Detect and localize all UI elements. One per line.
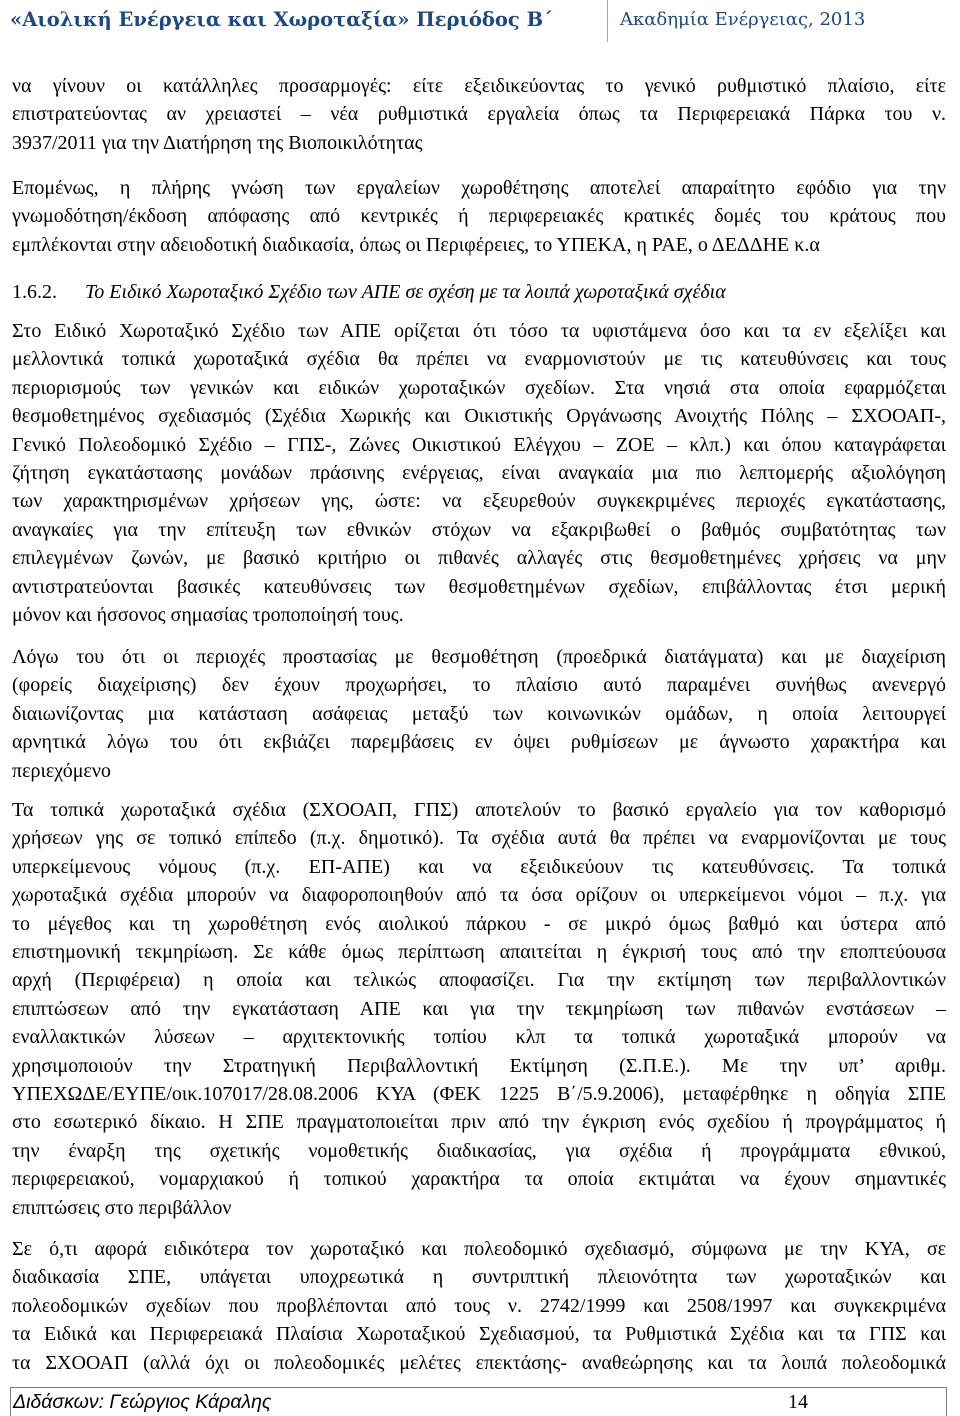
body-paragraph	[12, 1235, 946, 1377]
paragraph-line: Επομένως, η πλήρης γνώση των εργαλείων χωροθέτησης αποτελεί απαραίτητο εφόδιο για την	[12, 177, 946, 199]
paragraph-line: περιορισμούς των γενικών και ειδικών χωροταξικών σχεδίων. Στα νησιά στα οποία εφαρμόζεται	[12, 376, 946, 399]
paragraph-line: επιστημονική τεκμηρίωση. Σε κάθε όμως περίπτωση απαιτείται η έγκρισή τους από την εποπτεύουσα	[12, 941, 946, 964]
paragraph-line: εναλλακτικών λύσεων – αρχιτεκτονικής τοπίου κλπ τα τοπικά χωροταξικά μπορούν να	[12, 1026, 946, 1049]
paragraph-line: γνωμοδότηση/έκδοση απόφασης από κεντρικές ή περιφερειακές κρατικές δομές του κράτους που	[12, 205, 946, 228]
paragraph-line: αρνητικά λόγω του ότι εκβιάζει παρεμβάσεις εν όψει ρυθμίσεων με άγνωστο χαρακτήρα και	[12, 731, 946, 754]
header-academy: Ακαδημία Ενέργειας, 2013	[620, 9, 866, 30]
paragraph-line: περιφερειακού, νομαρχιακού ή τοπικού χαρακτήρα τα οποία εκτιμάται να έχουν σημαντικές	[12, 1168, 946, 1191]
paragraph-line: την έναρξη της σχετικής νομοθετικής διαδικασίας, για σχέδια ή προγράμματα εθνικού,	[12, 1139, 946, 1162]
body-paragraph	[12, 796, 946, 1222]
paragraph-line: θεσμοθετημένος σχεδιασμός (Σχέδια Χωρικής και Οικιστικής Οργάνωσης Ανοιχτής Πόλης – ΣΧΟΟΑΠ-,	[12, 405, 946, 428]
running-footer	[10, 1387, 947, 1416]
body-paragraph	[12, 174, 946, 259]
section-number: 1.6.2.	[12, 281, 57, 303]
paragraph-line: περιεχόμενο	[12, 759, 111, 782]
paragraph-line: χρησιμοποιούν την Στρατηγική Περιβαλλοντική Εκτίμηση (Σ.Π.Ε.). Με την υπ’ αριθμ.	[12, 1054, 946, 1077]
paragraph-line: εμπλέκονται στην αδειοδοτική διαδικασία, όπως οι Περιφέρειες, το ΥΠΕΚΑ, η ΡΑΕ, ο ΔΕΔΔΗΕ κ.α	[12, 233, 820, 256]
paragraph-line: Τα τοπικά χωροταξικά σχέδια (ΣΧΟΟΑΠ, ΓΠΣ) αποτελούν το βασικό εργαλείο για τον καθορισμό	[12, 799, 946, 821]
paragraph-line: να γίνουν οι κατάλληλες προσαρμογές: είτε εξειδικεύοντας το γενικό ρυθμιστικό πλαίσιο, είτε	[12, 75, 946, 97]
paragraph-line: Σε ό,τι αφορά ειδικότερα τον χωροταξικό και πολεοδομικό σχεδιασμό, σύμφωνα με την ΚΥΑ, σε	[12, 1238, 946, 1260]
section-title: Το Ειδικό Χωροταξικό Σχέδιο των ΑΠΕ σε σχέση με τα λοιπά χωροταξικά σχέδια	[85, 281, 726, 303]
paragraph-line: επιπτώσεις στο περιβάλλον	[12, 1196, 232, 1219]
paragraph-line: των χαρακτηρισμένων χρήσεων γης, ώστε: να εξευρεθούν συγκεκριμένες περιοχές εγκατάστασης,	[12, 490, 946, 513]
paragraph-line: επιστρατεύοντας αν χρειαστεί – νέα ρυθμιστικά εργαλεία όπως τα Περιφερειακά Πάρκα του ν.	[12, 103, 946, 126]
footer-page-number: 14	[788, 1391, 808, 1413]
body-paragraph	[12, 643, 946, 785]
paragraph-line: Γενικό Πολεοδομικό Σχέδιο – ΓΠΣ-, Ζώνες Οικιστικού Ελέγχου – ΖΟΕ – κλπ.) και όπου καταγράφεται	[12, 433, 946, 456]
paragraph-line: μελλοντικά τοπικά χωροταξικά σχέδια θα πρέπει να εναρμονιστούν με τις κατευθύνσεις και τους	[12, 348, 946, 371]
paragraph-line: μόνον και ήσσονος σημασίας τροποποίησή τους.	[12, 604, 404, 627]
paragraph-line: Στο Ειδικό Χωροταξικό Σχέδιο των ΑΠΕ ορίζεται ότι τόσο τα υφιστάμενα όσο και τα εν εξελίξει και	[12, 320, 946, 342]
running-header	[0, 0, 960, 42]
paragraph-line: επιλεγμένων ζωνών, με βασικό κριτήριο οι πιθανές αλλαγές στις θεσμοθετημένες χρήσεις να μην	[12, 547, 946, 570]
section-heading	[12, 278, 946, 306]
header-divider	[607, 0, 608, 42]
paragraph-line: ΥΠΕΧΩΔΕ/ΕΥΠΕ/οικ.107017/28.08.2006 ΚΥΑ (ΦΕΚ 1225 Β΄/5.9.2006), μεταφέρθηκε η οδηγία ΣΠΕ	[12, 1083, 946, 1106]
paragraph-line: αρχή (Περιφέρεια) η οποία και τελικώς αποφασίζει. Για την εκτίμηση των περιβαλλοντικών	[12, 969, 946, 992]
paragraph-line: χωροταξικά σχέδια μπορούν να διαφοροποιηθούν από τα όσα ορίζουν οι υπερκείμενοι νόμοι – π.χ. για	[12, 884, 946, 907]
header-course-title: «Αιολική Ενέργεια και Χωροταξία» Περιόδος Β΄	[10, 8, 553, 31]
paragraph-line: αναγκαίες για την επίτευξη των εθνικών στόχων να εξακριβωθεί ο βαθμός συμβατότητας των	[12, 518, 946, 541]
paragraph-line: στο εσωτερικό δίκαιο. Η ΣΠΕ πραγματοποιείται πριν από την έγκριση ενός σχεδίου ή προγράμματος ή	[12, 1111, 946, 1134]
paragraph-line: πολεοδομικών σχεδίων που προβλέπονται από τους ν. 2742/1999 και 2508/1997 και συγκεκριμένα	[12, 1294, 946, 1317]
paragraph-line: 3937/2011 για την Διατήρηση της Βιοποικιλότητας	[12, 131, 423, 154]
paragraph-line: επιπτώσεων από την εγκατάσταση ΑΠΕ και για την τεκμηρίωση των πιθανών ενστάσεων –	[12, 997, 946, 1020]
paragraph-line: τα ΣΧΟΟΑΠ (αλλά όχι οι πολεοδομικές μελέτες επεκτάσης- αναθεώρησης και τα λοιπά πολεοδομικά	[12, 1351, 946, 1374]
paragraph-line: χρήσεων γης σε τοπικό επίπεδο (π.χ. δημοτικό). Τα σχέδια αυτά θα πρέπει να εναρμονίζονται με τους	[12, 827, 946, 850]
paragraph-line: τα Ειδικά και Περιφερειακά Πλαίσια Χωροταξικού Σχεδιασμού, τα Ρυθμιστικά Σχέδια και τα ΓΠΣ και	[12, 1323, 946, 1346]
paragraph-line: υπερκείμενους νόμους (π.χ. ΕΠ-ΑΠΕ) και να εξειδικεύουν τις κατευθύνσεις. Τα τοπικά	[12, 855, 946, 878]
footer-instructor: Διδάσκων: Γεώργιος Κάραλης	[13, 1391, 272, 1413]
paragraph-line: αντιστρατεύονται βασικές κατευθύνσεις των θεσμοθετημένων σχεδίων, επιβάλλοντας έτσι μερική	[12, 575, 946, 598]
body-paragraph	[12, 72, 946, 157]
body-paragraph	[12, 317, 946, 629]
paragraph-line: ζήτηση εγκατάστασης μονάδων πράσινης ενέργειας, είναι αναγκαία μια πιο λεπτομερής αξιολόγηση	[12, 462, 946, 485]
paragraph-line: (φορείς διαχείρισης) δεν έχουν προχωρήσει, το πλαίσιο αυτό παραμένει συνήθως ανενεργό	[12, 674, 946, 697]
paragraph-line: Λόγω του ότι οι περιοχές προστασίας με θεσμοθέτηση (προεδρικά διατάγματα) και με διαχείριση	[12, 646, 946, 668]
paragraph-line: διαδικασία ΣΠΕ, υπάγεται υποχρεωτικά η συντριπτική πλειονότητα των χωροταξικών και	[12, 1266, 946, 1289]
paragraph-line: το μέγεθος και τη χωροθέτηση ενός αιολικού πάρκου - σε μικρό όμως βαθμό και ύστερα από	[12, 912, 946, 935]
paragraph-line: διαιωνίζοντας μια κατάσταση ασάφειας μεταξύ των κοινωνικών ομάδων, η οποία λειτουργεί	[12, 702, 946, 725]
